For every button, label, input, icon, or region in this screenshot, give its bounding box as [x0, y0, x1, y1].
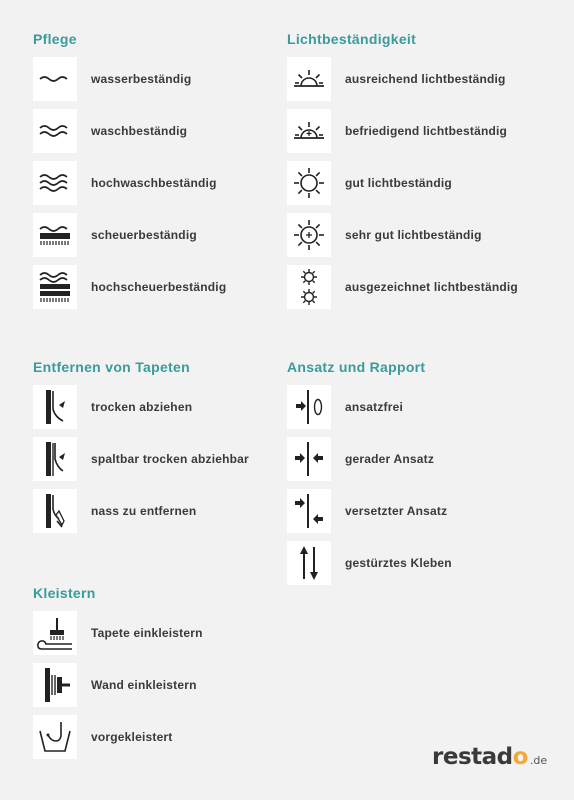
item-label: gerader Ansatz: [345, 452, 435, 466]
item-label: gestürztes Kleben: [345, 556, 452, 570]
peel-wet-icon: [33, 489, 77, 533]
paste-paper-icon: [33, 611, 77, 655]
list-item: [33, 663, 203, 707]
item-label: ausgezeichnet lichtbeständig: [345, 280, 518, 294]
item-label: befriedigend lichtbeständig: [345, 124, 508, 138]
double-brush-wave-icon: [33, 265, 77, 309]
section-lichtbestaendigkeit: [287, 29, 518, 309]
sun-plus-icon: [287, 213, 331, 257]
section-kleistern: [33, 583, 203, 759]
section-title-licht: Lichtbeständigkeit: [287, 31, 417, 47]
section-entfernen: [33, 357, 249, 533]
list-item: [33, 109, 226, 153]
double-sun-icon: [287, 265, 331, 309]
half-sun-icon: [287, 57, 331, 101]
item-label: trocken abziehen: [91, 400, 193, 414]
section-title-kleistern: Kleistern: [33, 585, 96, 601]
list-item: [33, 489, 249, 533]
paste-wall-icon: [33, 663, 77, 707]
list-item: [33, 213, 226, 257]
list-item: [33, 715, 203, 759]
item-label: spaltbar trocken abziehbar: [91, 452, 249, 466]
item-label: scheuerbeständig: [91, 228, 197, 242]
list-item: [287, 437, 452, 481]
single-wave-icon: [33, 57, 77, 101]
list-item: [287, 161, 518, 205]
reverse-hang-icon: [287, 541, 331, 585]
triple-wave-icon: [33, 161, 77, 205]
sun-icon: [287, 161, 331, 205]
list-item: [287, 541, 452, 585]
item-label: hochwaschbeständig: [91, 176, 217, 190]
section-title-pflege: Pflege: [33, 31, 77, 47]
section-pflege: [33, 29, 226, 309]
item-label: hochscheuerbeständig: [91, 280, 227, 294]
offset-match-icon: [287, 489, 331, 533]
prepasted-icon: [33, 715, 77, 759]
restado-logo: restado .de: [432, 744, 548, 770]
list-item: [33, 161, 226, 205]
item-label: nass zu entfernen: [91, 504, 197, 518]
list-item: [287, 213, 518, 257]
list-item: [287, 385, 452, 429]
half-sun-plus-icon: [287, 109, 331, 153]
section-title-ansatz: Ansatz und Rapport: [287, 359, 426, 375]
brush-wave-icon: [33, 213, 77, 257]
straight-match-icon: [287, 437, 331, 481]
item-label: wasserbeständig: [91, 72, 192, 86]
list-item: [33, 437, 249, 481]
double-wave-icon: [33, 109, 77, 153]
item-label: versetzter Ansatz: [345, 504, 448, 518]
list-item: [287, 109, 518, 153]
section-title-entfernen: Entfernen von Tapeten: [33, 359, 190, 375]
item-label: Tapete einkleistern: [91, 626, 203, 640]
list-item: [287, 57, 518, 101]
item-label: Wand einkleistern: [91, 678, 197, 692]
list-item: [33, 57, 226, 101]
section-ansatz: [287, 357, 452, 585]
list-item: [287, 265, 518, 309]
list-item: [33, 385, 249, 429]
list-item: [33, 265, 226, 309]
peel-dry-icon: [33, 385, 77, 429]
item-label: gut lichtbeständig: [345, 176, 452, 190]
item-label: vorgekleistert: [91, 730, 173, 744]
item-label: sehr gut lichtbeständig: [345, 228, 482, 242]
match-free-icon: [287, 385, 331, 429]
item-label: ausreichend lichtbeständig: [345, 72, 506, 86]
list-item: [287, 489, 452, 533]
peel-split-icon: [33, 437, 77, 481]
item-label: waschbeständig: [91, 124, 188, 138]
item-label: ansatzfrei: [345, 400, 404, 414]
list-item: [33, 611, 203, 655]
